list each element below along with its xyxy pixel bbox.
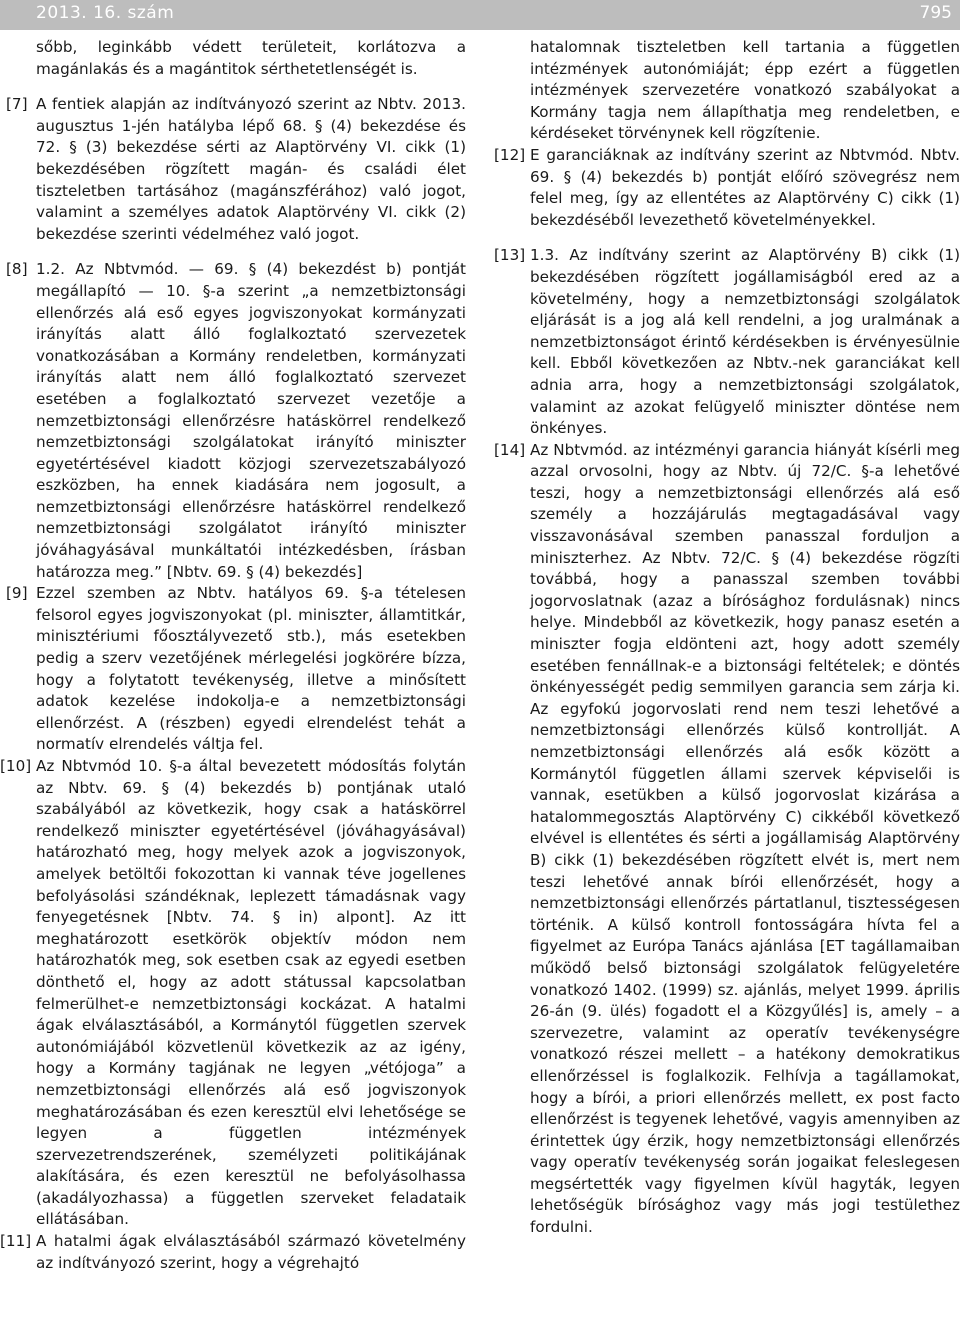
paragraph-text: A hatalmi ágak elválasztásából származó követelmény az indítványozó szerint, hogy a végrehajtó	[36, 1232, 466, 1272]
paragraph-12	[494, 145, 960, 231]
issue-label: 2013. 16. szám	[36, 3, 175, 23]
page-number: 795	[919, 3, 952, 23]
paragraph-10	[0, 756, 466, 1231]
paragraph-number: [13]	[494, 246, 526, 265]
paragraph-7	[6, 94, 466, 245]
paragraph-number: [8]	[6, 260, 28, 279]
paragraph-11	[0, 1231, 466, 1274]
paragraph-8	[6, 259, 466, 583]
paragraph-text: 1.2. Az Nbtvmód. — 69. § (4) bekezdést b) pontját megállapító — 10. §-a szerint „a nemzetbiztonsági ellenőrzés alá eső egyes jogviszonyokat kormányzati irányítás alatt álló foglalkoztató szervezetek vonatkozásában a Kormány rendeletben, kormányzati irányítás alatt nem álló foglalkoztató szervezet esetében a foglalkoztató szervezet vezetője a nemzetbiztonsági ellenőrzésre hatáskörrel rendelkező nemzetbiztonsági szolgálatokat irányító miniszter egyetértésével kiadott közjogi szervezetszabályozó eszközben, ha ennek kiadására nem jogosult, a nemzetbiztonsági ellenőrzésre hatáskörrel rendelkező nemzetbiztonsági szolgálatot irányító miniszter jóváhagyásával munkáltatói intézkedésben, írásban határozza meg.” [Nbtv. 69. § (4) bekezdés]	[36, 260, 466, 581]
paragraph-number: [14]	[494, 440, 526, 459]
paragraph-text: Ezzel szemben az Nbtv. hatályos 69. §-a tételesen felsorol egyes jogviszonyokat (pl. miniszter, államtitkár, minisztériumi főosztályvezető stb.), más esetekben pedig a szerv vezetőjének mérlegelési jogkörére bízza, hogy a folytatott tevékenység, illetve a minősített adatok kezelése indokolja-e a nemzetbiztonsági ellenőrzést. A (részben) egyedi elrendelést tehát a normatív elrendelés váltja fel.	[36, 584, 466, 754]
paragraph-text: Az Nbtvmód. az intézményi garancia hiányát kísérli meg azzal orvosolni, hogy az Nbtv. új 72/C. §-a lehetővé teszi, hogy a nemzetbiztonsági ellenőrzés alá eső személy a hozzájárulás megtagadásával vagy visszavonásával szemben panasszal forduljon a miniszterhez. Az Nbtv. 72/C. § (4) bekezdése rögzíti továbbá, hogy a panasszal szemben további jogorvoslatnak (azaz a bírósághoz fordulásnak) nincs helye. Mindebből az következik, hogy panasz esetén a miniszter fogja eldönteni azt, hogy adott személy esetében fennállnak-e a biztonsági feltételek; e döntés önkényességét pedig semmilyen garancia sem zárja ki. Az egyfokú jogorvoslati rend nem teszi lehetővé a nemzetbiztonsági ellenőrzés külső kontrollját. A nemzetbiztonsági ellenőrzés alá esők között a Kormánytól független állami szervek képviselői is vannak, esetükben a külső jogorvoslat kizárása a hatalommegosztás Alaptörvény C) cikkéből következő elvével is ellentétes és sérti a jogállamiság Alaptörvény B) cikk (1) bekezdésében rögzített elvét is, mert nem teszi lehetővé annak bírói ellenőrzését, hogy a nemzetbiztonsági ellenőrzés pártatlanul, tisztességesen történik. A külső kontroll fontosságára hívta fel a figyelmet az Európa Tanács ajánlása [ET tagállamaiban működő belső biztonsági szolgálatok felügyeletére vonatkozó 1402. (1999) sz. ajánlás, melyet 1999. április 26-án (9. ülés) fogadott el a Közgyűlés] is, amely – a szervezetre, valamint az operatív tevékenységre vonatkozó részei mellett – a hatékony demokratikus ellenőrzéssel is foglalkozik. Felhívja a tagállamokat, hogy a bírói, a priori ellenőrzés mellett, ex post facto ellenőrzést is tegyenek lehetővé, vagyis amennyiben az érintettek úgy érzik, hogy nemzetbiztonsági ellenőrzés vagy operatív tevékenység során jogaikat feleslegesen megsértették vagy figyelmen kívül hagyták, legyen lehetőségük bírósághoz vagy más jogi testülethez fordulni.	[530, 440, 960, 1237]
paragraph-text: A fentiek alapján az indítványozó szerint az Nbtv. 2013. augusztus 1-jén hatályba lépő 68. § (4) bekezdése és 72. § (3) bekezdése sérti az Alaptörvény VI. cikk (1) bekezdésében rögzített magán- és családi élet tiszteletben tartásához (magánszférához) való jogot, valamint a személyes adatok Alaptörvény VI. cikk (2) bekezdése szerinti védelméhez való jogot.	[36, 95, 466, 243]
right-column	[494, 37, 960, 1239]
paragraph-text: Az Nbtvmód 10. §-a által bevezetett módosítás folytán az Nbtv. 69. § (4) bekezdés b) pontjának utaló szabályából az következik, hogy csak a hatáskörrel rendelkező miniszter egyetértésével (jóváhagyásával) határozható meg, hogy melyek azok a jogviszonyok, amelyek betöltői fokozottan ki vannak téve jogellenes befolyásolási szándéknak, leplezett támadásnak vagy fenyegetésnek [Nbtv. 74. § in) alpont]. Az itt meghatározott esetkörök objektív módon nem határozhatók meg, sok esetben csak az egyedi esetben dönthető el, hogy az adott státussal kapcsolatban felmerülhet-e nemzetbiztonsági kockázat. A hatalmi ágak elválasztásából, a Kormánytól független szervek autonómiájából közvetlenül következik az az igény, hogy a Kormány tagjának ne legyen „vétójoga” a nemzetbiztonsági ellenőrzés alá eső jogviszonyok meghatározásában és ezen keresztül elvi lehetősége se legyen a független intézmények szervezetrendszerének, személyzeti politikájának alakítására, és ezen keresztül ne befolyásolhassa (akadályozhassa) a független szerveket feladataik ellátásában.	[36, 757, 466, 1229]
paragraph-13	[494, 245, 960, 439]
paragraph-14	[494, 440, 960, 1239]
continuation-text: hatalomnak tiszteletben kell tartania a független intézmények autonómiáját; épp ezért a független intézmények szervezetére vonatkozó szabályokat a Kormány tagja nem állapíthatja meg rendeletben, e kérdéseket törvénynek kell rögzítenie.	[530, 38, 960, 143]
paragraph-number: [11]	[0, 1232, 32, 1251]
paragraph-text: 1.3. Az indítvány szerint az Alaptörvény B) cikk (1) bekezdésében rögzített jogállamiságból ered az a követelmény, hogy a nemzetbiztonsági szolgálatok eljárását is a jog alá kell rendelni, a jog uralmának a nemzetbiztonságot érintő kérdésekben is érvényesülnie kell. Ebből következően az Nbtv.-nek garanciákat kell adnia arra, hogy a nemzetbiztonsági szolgálatok, valamint az azokat felügyelő miniszter döntése nem önkényes.	[530, 246, 960, 438]
paragraph-text: E garanciáknak az indítvány szerint az Nbtvmód. Nbtv. 69. § (4) bekezdés b) pontját előíró szövegrész nem felel meg, így az ellentétes az Alaptörvény C) cikk (1) bekezdéséből levezethető követelményekkel.	[530, 145, 960, 229]
paragraph-number: [7]	[6, 95, 28, 114]
paragraph-number: [12]	[494, 145, 526, 164]
paragraph-9	[6, 583, 466, 756]
paragraph-number: [9]	[6, 584, 28, 603]
continuation-text: sőbb, leginkább védett területeit, korlátozva a magánlakás és a magántitok sérthetetlenségét is.	[36, 38, 466, 78]
paragraph-number: [10]	[0, 757, 32, 775]
page-header	[0, 0, 960, 30]
left-column	[0, 37, 466, 1274]
